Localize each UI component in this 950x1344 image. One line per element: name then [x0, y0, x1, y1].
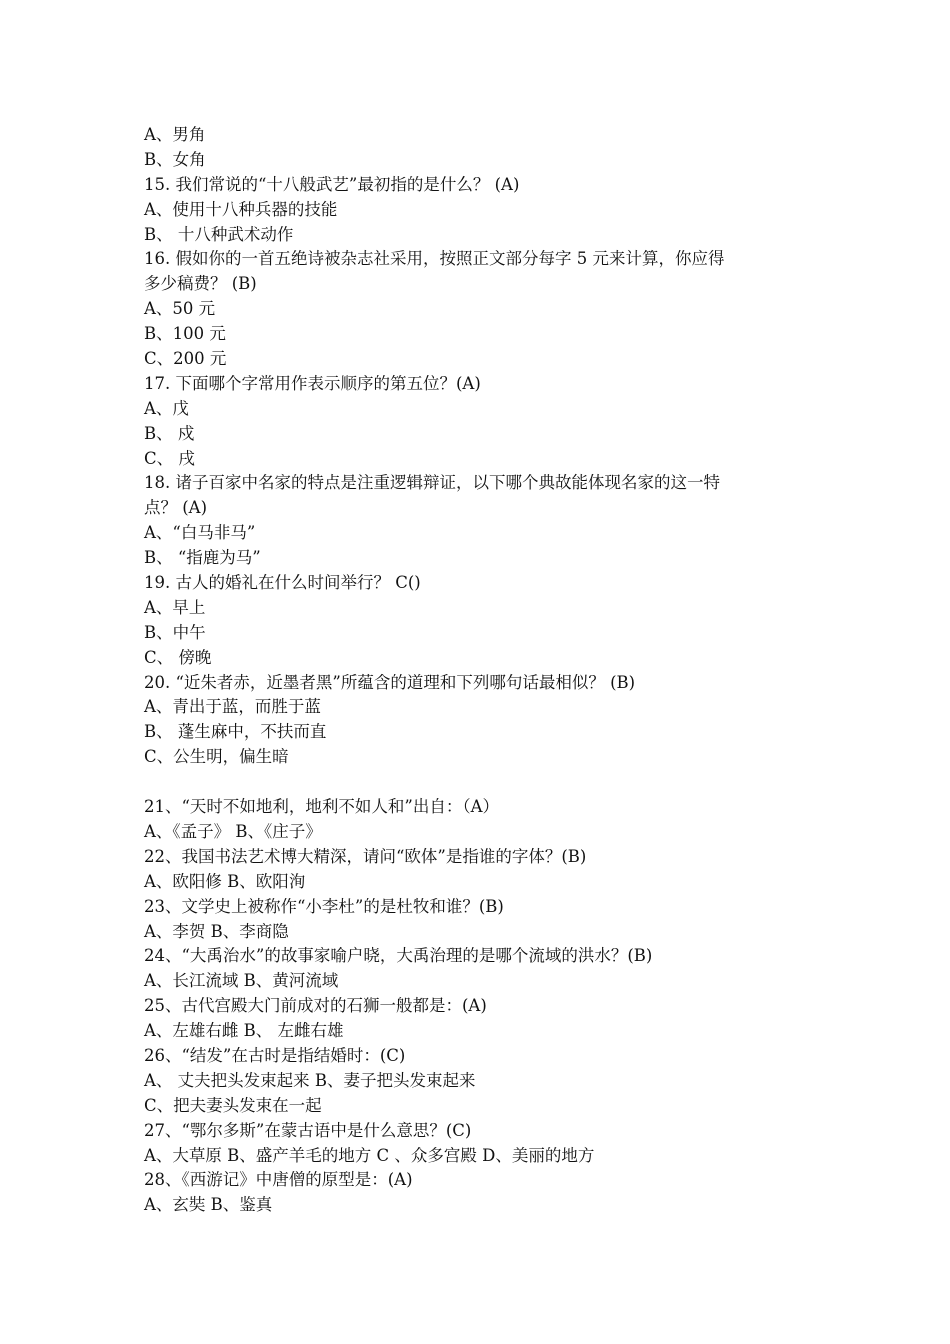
text-line: 23、文学史上被称作“小李杜”的是杜牧和谁？(B) — [144, 896, 504, 916]
text-line: 18. 诸子百家中名家的特点是注重逻辑辩证，以下哪个典故能体现名家的这一特 — [144, 473, 720, 493]
text-line: 21、“天时不如地利，地利不如人和”出自：（A） — [144, 797, 500, 817]
text-line: A、《孟子》 B、《庄子》 — [144, 821, 322, 841]
text-line: A、 丈夫把头发束起来 B、妻子把头发束起来 — [144, 1070, 476, 1090]
text-line: A、李贺 B、李商隐 — [144, 921, 289, 941]
text-line: 26、“结发”在古时是指结婚时：(C) — [144, 1045, 406, 1065]
text-line: A、左雄右雌 B、 左雌右雄 — [144, 1021, 344, 1041]
text-line: B、 戍 — [144, 423, 195, 443]
text-line: B、 十八种武术动作 — [144, 224, 294, 244]
text-line: C、公生明，偏生暗 — [144, 747, 289, 767]
text-line: A、使用十八种兵器的技能 — [144, 199, 338, 219]
text-line: 24、“大禹治水”的故事家喻户晓，大禹治理的是哪个流域的洪水？(B) — [144, 946, 653, 966]
text-line: C、200 元 — [144, 349, 227, 369]
text-line: B、中午 — [144, 622, 206, 642]
text-line: 20. “近朱者赤，近墨者黑”所蕴含的道理和下列哪句话最相似？ (B) — [144, 672, 636, 692]
text-line: C、 戌 — [144, 448, 195, 468]
text-line: A、玄奘 B、鉴真 — [144, 1195, 273, 1215]
text-line: A、男角 — [144, 125, 206, 144]
text-line: 28、《西游记》中唐僧的原型是：(A) — [144, 1170, 413, 1190]
text-line: A、大草原 B、盛产羊毛的地方 C 、众多宫殿 D、美丽的地方 — [144, 1145, 595, 1165]
text-line: B、 蓬生麻中，不扶而直 — [144, 722, 327, 742]
text-line: A、欧阳修 B、欧阳洵 — [144, 871, 306, 891]
blank-line — [144, 770, 824, 795]
text-line: C、 傍晚 — [144, 647, 212, 667]
text-line: 27、“鄂尔多斯”在蒙古语中是什么意思？(C) — [144, 1120, 472, 1140]
text-line: A、早上 — [144, 597, 206, 617]
text-line: B、女角 — [144, 149, 206, 169]
text-line: A、长江流域 B、黄河流域 — [144, 971, 339, 991]
text-line: 19. 古人的婚礼在什么时间举行？ C() — [144, 573, 421, 593]
text-line: 点？ (A) — [144, 498, 208, 518]
text-line: B、 “指鹿为马” — [144, 548, 261, 568]
text-line: 16. 假如你的一首五绝诗被杂志社采用，按照正文部分每字 5 元来计算，你应得 — [144, 249, 725, 269]
text-line: 多少稿费？ (B) — [144, 274, 257, 294]
text-line: 15. 我们常说的“十八般武艺”最初指的是什么？ (A) — [144, 174, 520, 194]
text-line: A、青出于蓝，而胜于蓝 — [144, 697, 321, 717]
text-line: A、50 元 — [144, 299, 216, 319]
text-line: 22、我国书法艺术博大精深，请问“欧体”是指谁的字体？(B) — [144, 846, 587, 866]
document-body — [144, 123, 824, 1218]
text-line: 25、古代宫殿大门前成对的石狮一般都是：(A) — [144, 996, 487, 1016]
text-line: A、“白马非马” — [144, 523, 256, 543]
text-line: 17. 下面哪个字常用作表示顺序的第五位？(A) — [144, 373, 481, 393]
text-line: A、戊 — [144, 398, 189, 418]
text-line: B、100 元 — [144, 324, 226, 344]
text-line: C、把夫妻头发束在一起 — [144, 1095, 322, 1115]
